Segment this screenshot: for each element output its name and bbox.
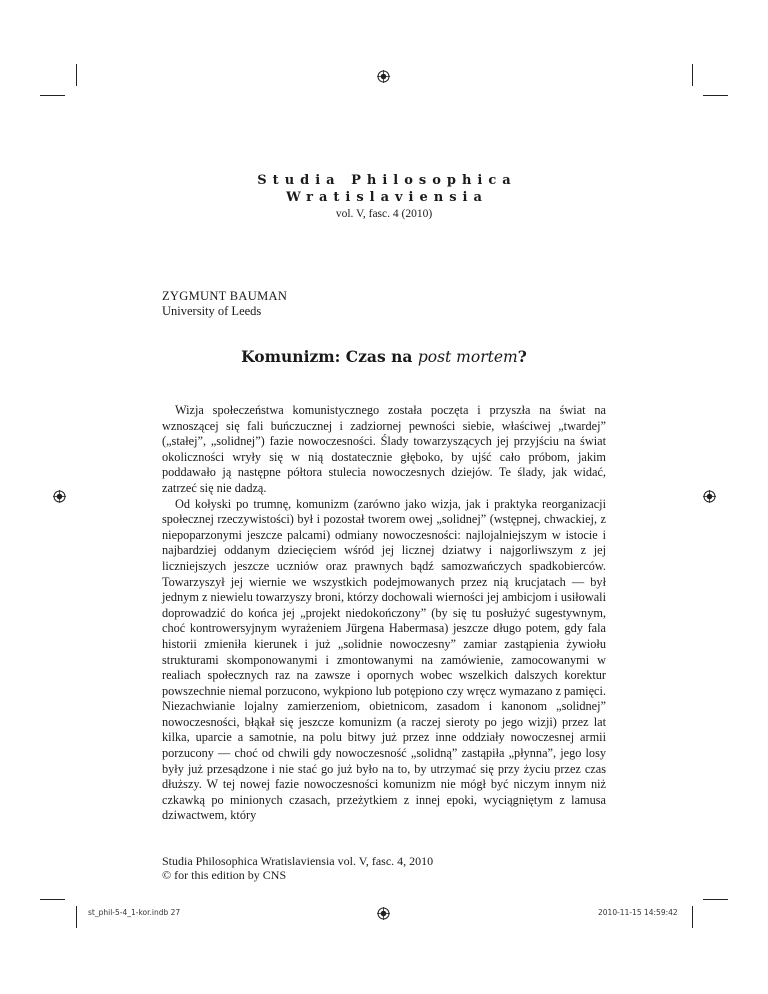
slug-file: st_phil-5-4_1-kor.indb 27: [88, 908, 181, 917]
article-body: [162, 403, 606, 824]
author-block: [162, 289, 287, 319]
registration-mark-icon: [53, 490, 66, 503]
registration-mark-icon: [377, 907, 390, 920]
journal-volume: vol. V, fasc. 4 (2010): [335, 208, 433, 220]
journal-name-line1: Studia Philosophica: [257, 173, 517, 188]
paragraph: Wizja społeczeństwa komunistycznego została poczęta i przyszła na świat na wznoszącej się fali buńczucznej i zadziornej pewności siebie, właściwej „twardej” („stałej”, „solidnej”) fazie nowoczesności. Ślady towarzyszących jej przyjściu na świat okoliczności wryły się w nią dostatecznie głęboko, by ujść cało próbom, jakim poddawało ją następne półtora stulecia nowoczesnych dziejów. Te ślady, jak widać, zatrzeć się nie dadzą.: [162, 403, 606, 495]
journal-header: [0, 172, 768, 222]
title-main: Komunizm: Czas na: [241, 347, 413, 366]
crop-mark: [703, 899, 728, 900]
crop-mark: [692, 64, 693, 86]
registration-mark-icon: [703, 490, 716, 503]
author-name: ZYGMUNT BAUMAN: [162, 289, 288, 303]
crop-mark: [76, 906, 77, 928]
footer-journal-line: Studia Philosophica Wratislaviensia vol. V, fasc. 4, 2010: [162, 854, 434, 868]
crop-mark: [40, 899, 65, 900]
footer-copyright-line: © for this edition by CNS: [162, 868, 287, 882]
crop-mark: [703, 95, 728, 96]
crop-mark: [40, 95, 65, 96]
title-end: ?: [517, 347, 527, 366]
crop-mark: [76, 64, 77, 86]
registration-mark-icon: [377, 70, 390, 83]
title-italic: post mortem: [417, 348, 518, 366]
article-title: [0, 347, 768, 366]
crop-mark: [692, 906, 693, 928]
journal-name-line2: Wratislaviensia: [286, 190, 488, 205]
author-affiliation: University of Leeds: [162, 304, 262, 318]
copyright-footer: [162, 854, 433, 882]
paragraph: Od kołyski po trumnę, komunizm (zarówno jako wizja, jak i praktyka reorganizacji społecznej rzeczywistości) był i pozostał tworem owej „solidnej” (wstępnej, chwackiej, z niepoparzonymi jeszcze palcami) odmiany nowoczesności: najlojalniejszym w istocie i najbardziej oddanym dziecięciem wśród jej licznej dziatwy i najgorliwszym z jej liczniejszych jeszcze uczniów oraz prawnych bądź samozwańczych spadkobierców. Towarzyszył jej wiernie we wszystkich podejmowanych przez nią krucjatach — był jednym z niewielu towarzyszy broni, którzy dochowali wierności jej ambicjom i usiłowali doprowadzić do końca jej „projekt niedokończony” (by się tu posłużyć sugestywnym, choć kontrowersyjnym wyrażeniem Jürgena Habermasa) jeszcze długo potem, gdy fala historii zmieniła kierunek i już „solidnie nowoczesny” zamiar zastąpienia żywiołu strukturami skomponowanymi i zmontowanymi na zamówienie, zamocowanymi w realiach społecznych raz na zawsze i opornych wobec wszelkich dalszych korektur powszechnie niemal porzucono, wykpiono lub potępiono czy wręcz wymazano z pamięci. Niezachwianie lojalny zamierzeniom, obietnicom, zasadom i kanonom „solidnej” nowoczesności, błąkał się jeszcze komunizm (a raczej sieroty po jego wizji) przez lat kilka, uparcie a samotnie, na polu bitwy już przez inne oddziały nowoczesnej armii porzucony — choć od chwili gdy nowoczesność „solidną” zastąpiła „płynna”, jego losy były już przesądzone i nie stać go już było na to, by utrzymać się przy życiu przez czas dłuższy. W tej nowej fazie nowoczesności komunizm nie mógł być niczym innym niż czkawką po minionych czasach, przeżytkiem z innej epoki, wyciągniętym z lamusa dziwactwem, który: [162, 496, 606, 823]
slug-timestamp: 2010-11-15 14:59:42: [598, 908, 678, 917]
